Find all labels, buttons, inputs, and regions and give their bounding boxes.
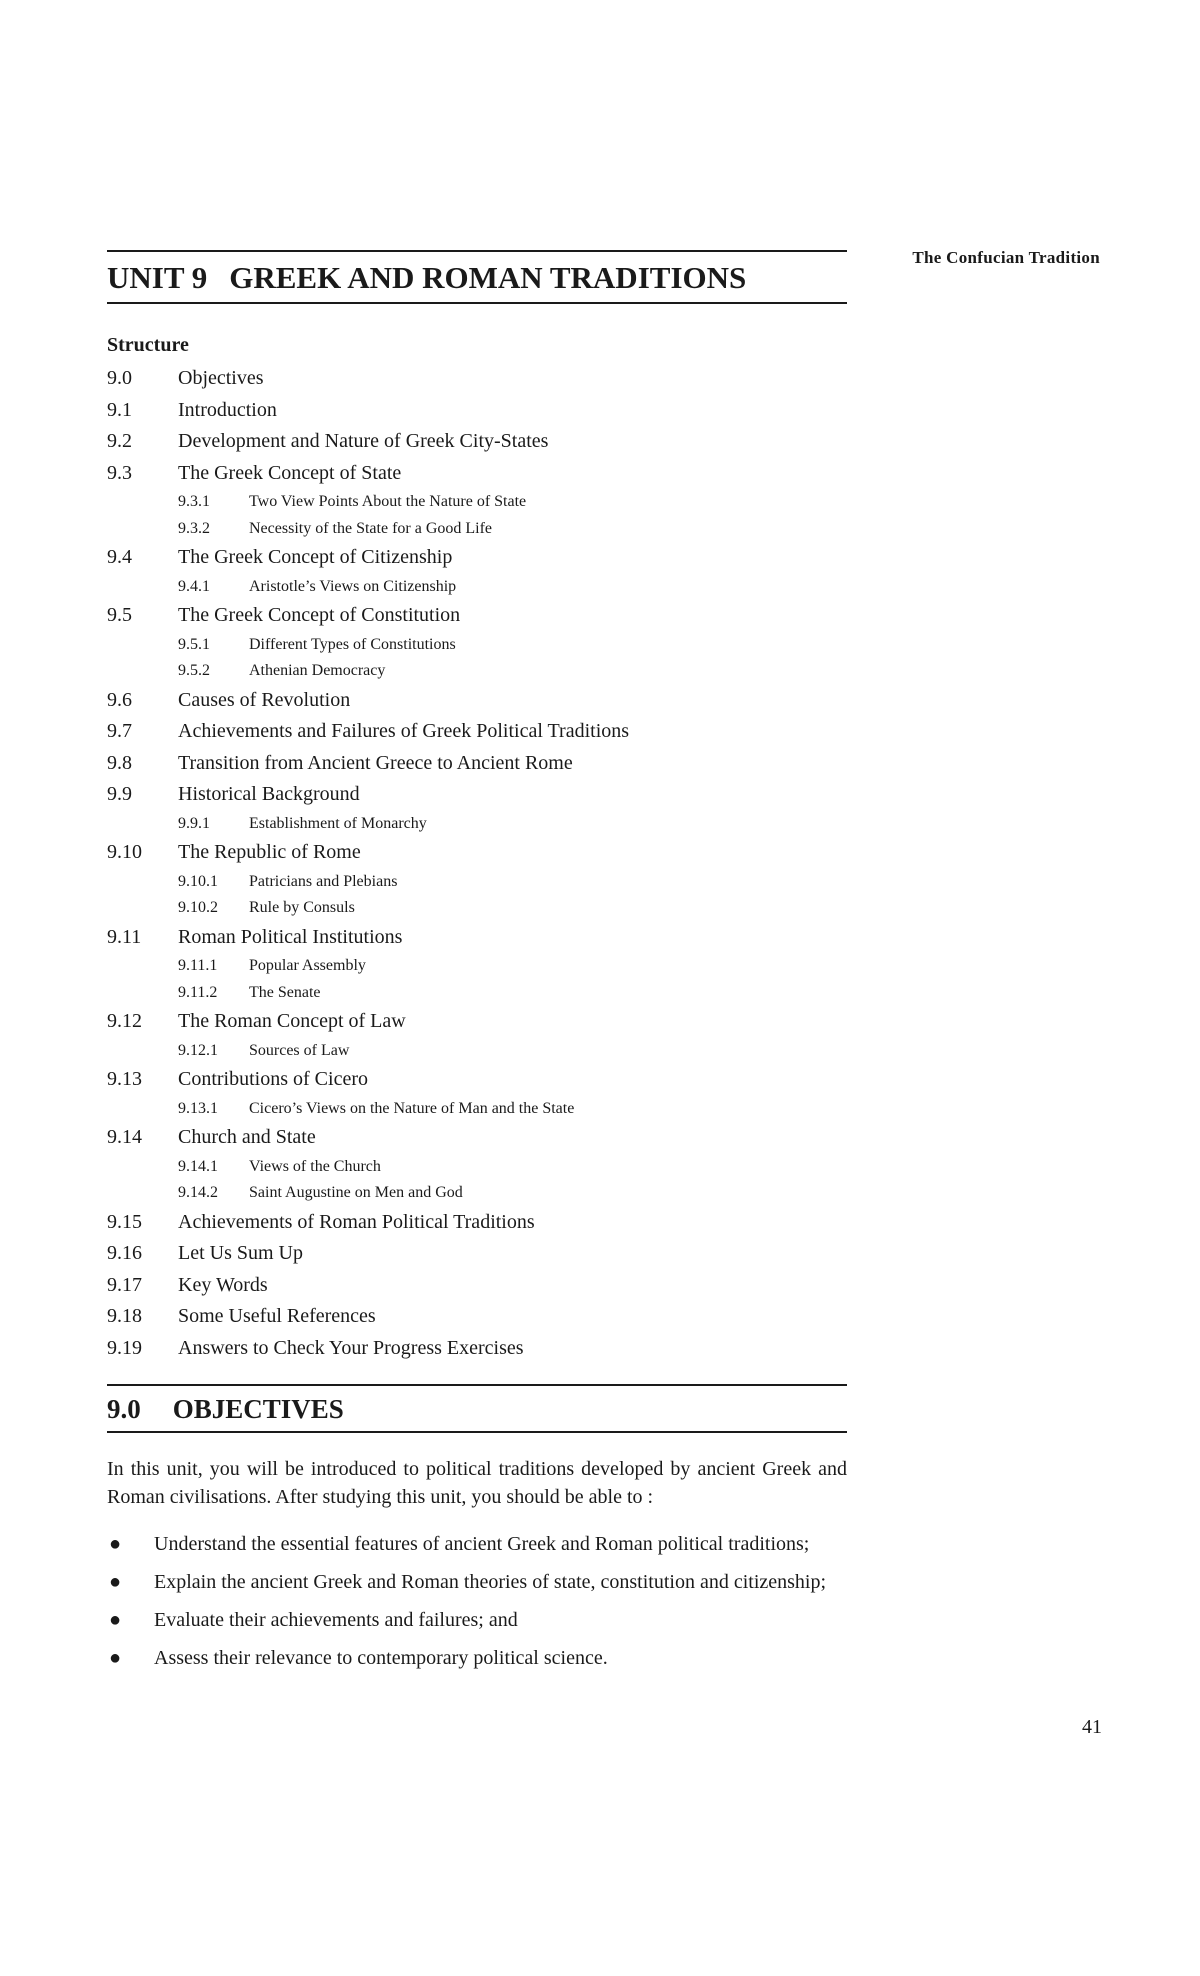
toc-title: Saint Augustine on Men and God <box>249 1184 463 1201</box>
toc-title: Establishment of Monarchy <box>249 814 427 832</box>
bullet-icon: ● <box>109 1571 122 1593</box>
toc-number: 9.3.1 <box>178 493 210 510</box>
toc-title: Athenian Democracy <box>249 662 386 679</box>
toc-title: Necessity of the State for a Good Life <box>249 519 493 537</box>
toc-number: 9.18 <box>107 1305 142 1327</box>
toc-section <box>107 426 847 458</box>
objectives-title <box>107 1393 847 1426</box>
objective-text: Evaluate their achievements and failures; and <box>154 1609 518 1631</box>
objective-text: Explain the ancient Greek and Roman theories of state, constitution and citizenship; <box>154 1571 827 1593</box>
toc-subsection <box>107 811 847 838</box>
toc-section <box>107 1006 847 1038</box>
toc-subsection <box>107 632 847 659</box>
toc-section <box>107 1238 847 1270</box>
objectives-title-text: OBJECTIVES <box>172 1394 344 1424</box>
running-head: The Confucian Tradition <box>912 248 1100 267</box>
toc-section <box>107 716 847 748</box>
objective-item <box>107 1645 847 1671</box>
toc-section <box>107 922 847 954</box>
toc-section <box>107 685 847 717</box>
toc-number: 9.10.2 <box>178 899 218 916</box>
toc-number: 9.12 <box>107 1010 142 1032</box>
toc-title: Patricians and Plebians <box>249 872 398 890</box>
toc-subsection <box>107 658 847 685</box>
toc-number: 9.4 <box>107 546 132 568</box>
toc-title: Roman Political Institutions <box>178 925 403 948</box>
toc-number: 9.14 <box>107 1126 142 1148</box>
toc-section <box>107 1207 847 1239</box>
toc-title: Some Useful References <box>178 1305 376 1327</box>
objective-item <box>107 1569 847 1595</box>
toc-number: 9.13.1 <box>178 1099 218 1117</box>
toc-number: 9.12.1 <box>178 1041 218 1059</box>
toc-title: Achievements of Roman Political Traditions <box>178 1210 535 1233</box>
toc-section <box>107 542 847 574</box>
objective-text: Understand the essential features of ancient Greek and Roman political traditions; <box>154 1533 810 1555</box>
toc-section <box>107 1301 847 1333</box>
toc-number: 9.14.2 <box>178 1184 218 1201</box>
toc-title: Popular Assembly <box>249 957 366 974</box>
toc-number: 9.9.1 <box>178 814 210 832</box>
toc-number: 9.10.1 <box>178 872 218 890</box>
bullet-icon: ● <box>109 1647 122 1669</box>
toc-title: Contributions of Cicero <box>178 1068 368 1090</box>
toc-title: Views of the Church <box>249 1157 381 1175</box>
toc-title: Sources of Law <box>249 1041 350 1059</box>
toc-number: 9.13 <box>107 1068 142 1090</box>
toc-number: 9.2 <box>107 430 132 452</box>
toc-number: 9.16 <box>107 1242 142 1264</box>
toc-number: 9.15 <box>107 1210 142 1233</box>
toc-number: 9.4.1 <box>178 577 210 595</box>
page-content <box>107 250 847 1683</box>
toc-subsection <box>107 1154 847 1181</box>
toc-subsection <box>107 895 847 922</box>
toc-title: Introduction <box>178 398 277 421</box>
toc-number: 9.7 <box>107 720 132 742</box>
toc-section <box>107 1064 847 1096</box>
toc-title: The Republic of Rome <box>178 841 361 863</box>
toc-number: 9.10 <box>107 841 142 863</box>
toc-title: The Greek Concept of Citizenship <box>178 546 453 568</box>
toc-number: 9.8 <box>107 751 132 774</box>
toc-number: 9.6 <box>107 688 132 711</box>
toc-title: Key Words <box>178 1273 268 1296</box>
objectives-list <box>107 1531 847 1671</box>
toc-section <box>107 1122 847 1154</box>
toc-title: Historical Background <box>178 783 360 805</box>
toc-subsection <box>107 1038 847 1065</box>
toc-title: Answers to Check Your Progress Exercises <box>178 1336 524 1359</box>
toc-title: Causes of Revolution <box>178 688 351 711</box>
toc-title: The Greek Concept of State <box>178 461 402 484</box>
toc-number: 9.11 <box>107 925 142 948</box>
objective-item <box>107 1607 847 1633</box>
toc-subsection <box>107 489 847 516</box>
objectives-number: 9.0 <box>107 1394 141 1424</box>
toc-title: Development and Nature of Greek City-States <box>178 430 549 452</box>
toc-number: 9.11.1 <box>178 957 218 974</box>
unit-label: UNIT 9 <box>107 260 208 295</box>
toc-subsection <box>107 980 847 1007</box>
toc-title: Objectives <box>178 367 264 389</box>
objective-text: Assess their relevance to contemporary political science. <box>154 1647 608 1669</box>
toc-title: Aristotle’s Views on Citizenship <box>249 577 457 595</box>
toc-title: Let Us Sum Up <box>178 1242 303 1264</box>
toc-subsection <box>107 574 847 601</box>
page-number: 41 <box>1082 1716 1102 1738</box>
toc-section <box>107 779 847 811</box>
toc-number: 9.11.2 <box>178 983 218 1001</box>
table-of-contents <box>107 363 847 1364</box>
toc-title: The Senate <box>249 983 321 1001</box>
toc-number: 9.5.1 <box>178 635 210 653</box>
toc-title: Church and State <box>178 1126 316 1148</box>
toc-section <box>107 458 847 490</box>
toc-subsection <box>107 516 847 543</box>
toc-subsection <box>107 1096 847 1123</box>
toc-number: 9.3.2 <box>178 519 210 537</box>
toc-number: 9.17 <box>107 1273 142 1296</box>
toc-number: 9.1 <box>107 398 132 421</box>
unit-header <box>107 250 847 304</box>
objectives-header <box>107 1384 847 1433</box>
toc-subsection <box>107 953 847 980</box>
toc-title: Rule by Consuls <box>249 899 355 916</box>
toc-section <box>107 837 847 869</box>
objective-item <box>107 1531 847 1557</box>
toc-title: The Roman Concept of Law <box>178 1010 406 1032</box>
toc-subsection <box>107 869 847 896</box>
toc-section <box>107 1333 847 1365</box>
objectives-intro: In this unit, you will be introduced to political traditions developed by ancient Greek and Roman civilisations. After studying this unit, you should be able to : <box>107 1458 847 1508</box>
unit-title-text: GREEK AND ROMAN TRADITIONS <box>229 260 747 295</box>
toc-subsection <box>107 1180 847 1207</box>
unit-title <box>107 260 847 296</box>
toc-title: Achievements and Failures of Greek Political Traditions <box>178 720 630 742</box>
toc-section <box>107 600 847 632</box>
toc-title: Two View Points About the Nature of State <box>249 493 527 510</box>
toc-number: 9.14.1 <box>178 1157 218 1175</box>
toc-title: Cicero’s Views on the Nature of Man and the State <box>249 1099 575 1117</box>
toc-section <box>107 748 847 780</box>
toc-number: 9.19 <box>107 1336 142 1359</box>
bullet-icon: ● <box>109 1609 122 1631</box>
toc-section <box>107 395 847 427</box>
toc-section <box>107 1270 847 1302</box>
toc-title: The Greek Concept of Constitution <box>178 604 461 626</box>
toc-number: 9.0 <box>107 367 132 389</box>
toc-number: 9.5 <box>107 604 132 626</box>
bullet-icon: ● <box>109 1533 122 1555</box>
structure-label: Structure <box>107 334 189 356</box>
toc-number: 9.3 <box>107 461 132 484</box>
toc-section <box>107 363 847 395</box>
toc-title: Transition from Ancient Greece to Ancient Rome <box>178 751 573 774</box>
toc-number: 9.9 <box>107 783 132 805</box>
toc-number: 9.5.2 <box>178 662 210 679</box>
toc-title: Different Types of Constitutions <box>249 635 456 653</box>
